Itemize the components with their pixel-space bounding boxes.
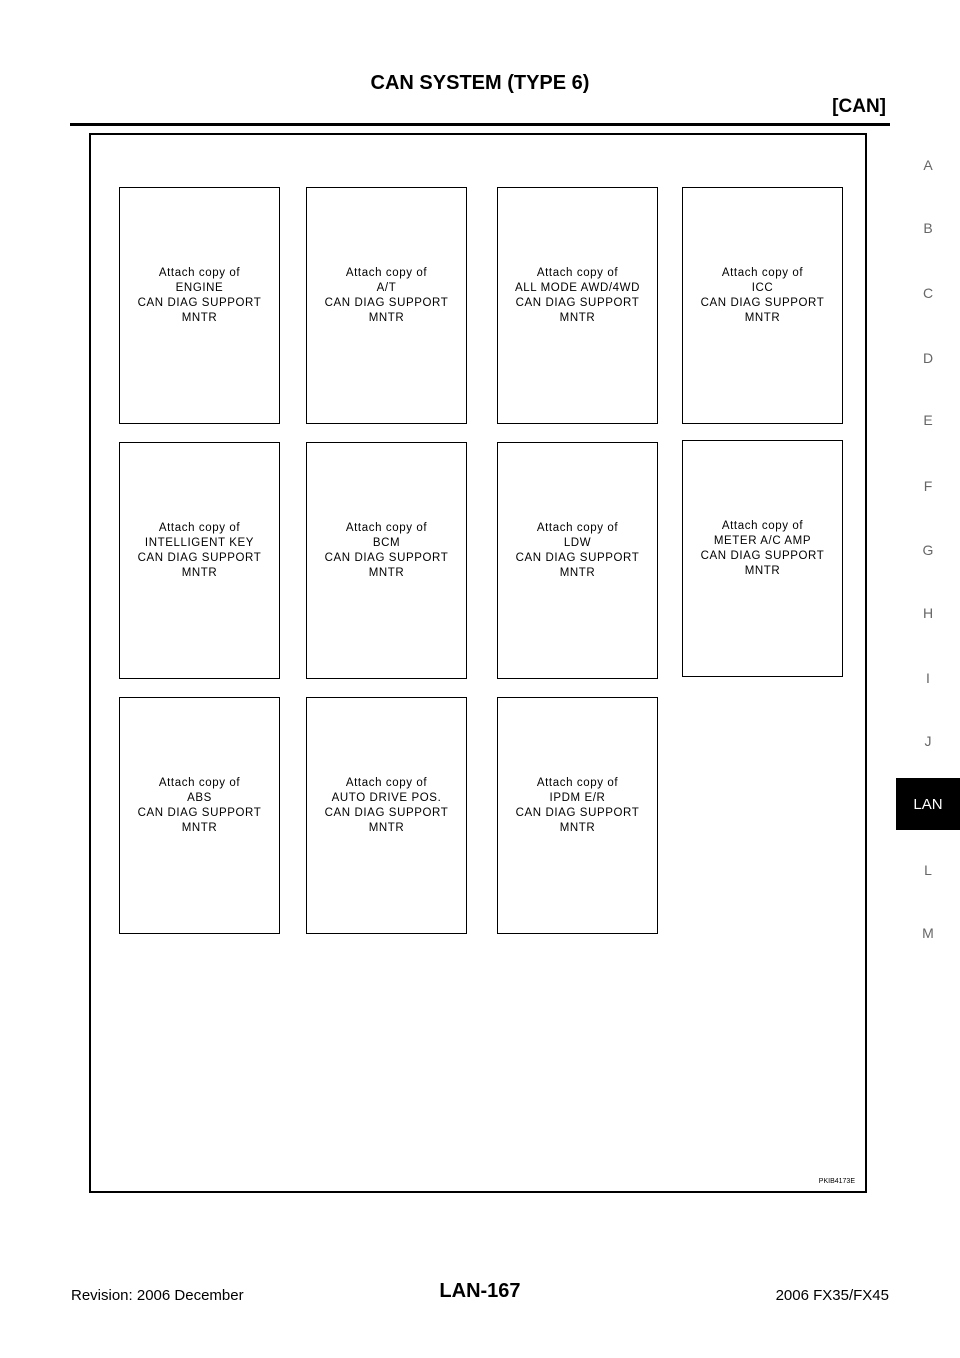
card-text-line3: CAN DIAG SUPPORT	[324, 806, 449, 819]
card-text-line4: MNTR	[368, 566, 405, 579]
card-text-line3: CAN DIAG SUPPORT	[515, 551, 640, 564]
card-text-line4: MNTR	[559, 566, 596, 579]
card-text-line1: Attach copy of	[536, 776, 619, 789]
side-index-letter: M	[922, 925, 934, 941]
card-text-line2: AUTO DRIVE POS.	[331, 791, 442, 804]
card-text-line2: METER A/C AMP	[713, 534, 812, 547]
card-text-line1: Attach copy of	[721, 519, 804, 532]
attach-copy-card	[306, 697, 467, 934]
side-index-letter: J	[924, 733, 932, 749]
card-text-line2: ALL MODE AWD/4WD	[514, 281, 641, 294]
card-text-line3: CAN DIAG SUPPORT	[515, 806, 640, 819]
side-index	[896, 140, 960, 940]
card-text-line2: ABS	[187, 791, 212, 804]
attach-copy-card	[119, 697, 280, 934]
model-text: 2006 FX35/FX45	[775, 1287, 889, 1304]
card-text-line4: MNTR	[181, 311, 218, 324]
side-index-letter: D	[922, 350, 934, 366]
card-text-line1: Attach copy of	[158, 266, 241, 279]
card-text-line4: MNTR	[744, 564, 781, 577]
card-text-line1: Attach copy of	[536, 266, 619, 279]
page-number: LAN-167	[439, 1280, 521, 1302]
card-text-line4: MNTR	[559, 311, 596, 324]
side-index-letter: I	[926, 670, 930, 686]
card-text-line3: CAN DIAG SUPPORT	[137, 806, 262, 819]
header-rule	[70, 123, 890, 126]
card-text-line3: CAN DIAG SUPPORT	[700, 296, 825, 309]
side-index-letter: A	[923, 157, 933, 173]
figure-frame	[89, 133, 867, 1193]
page-title: CAN SYSTEM (TYPE 6)	[370, 72, 590, 94]
card-text-line2: ENGINE	[175, 281, 224, 294]
card-text-line1: Attach copy of	[536, 521, 619, 534]
card-text-line3: CAN DIAG SUPPORT	[515, 296, 640, 309]
card-text-line1: Attach copy of	[345, 266, 428, 279]
card-text-line4: MNTR	[368, 311, 405, 324]
attach-copy-card	[306, 187, 467, 424]
card-text-line4: MNTR	[181, 821, 218, 834]
card-text-line2: LDW	[563, 536, 592, 549]
card-text-line4: MNTR	[559, 821, 596, 834]
side-index-tab-active: LAN	[896, 778, 960, 830]
figure-id: PKIB4173E	[818, 1178, 855, 1185]
side-index-letter: H	[922, 605, 934, 621]
side-index-letter: B	[923, 220, 933, 236]
side-index-letter: E	[923, 412, 933, 428]
card-text-line1: Attach copy of	[721, 266, 804, 279]
card-text-line2: INTELLIGENT KEY	[144, 536, 255, 549]
side-index-letter: L	[924, 862, 932, 878]
card-text-line1: Attach copy of	[345, 521, 428, 534]
card-text-line2: A/T	[376, 281, 397, 294]
card-text-line3: CAN DIAG SUPPORT	[700, 549, 825, 562]
card-text-line3: CAN DIAG SUPPORT	[137, 296, 262, 309]
attach-copy-card	[306, 442, 467, 679]
card-text-line3: CAN DIAG SUPPORT	[137, 551, 262, 564]
section-tag: [CAN]	[832, 96, 886, 117]
revision-text: Revision: 2006 December	[71, 1287, 244, 1304]
card-text-line1: Attach copy of	[158, 776, 241, 789]
side-index-letter: C	[922, 285, 934, 301]
card-text-line3: CAN DIAG SUPPORT	[324, 296, 449, 309]
attach-copy-card	[682, 187, 843, 424]
card-text-line1: Attach copy of	[158, 521, 241, 534]
card-text-line2: BCM	[372, 536, 401, 549]
attach-copy-card	[119, 442, 280, 679]
card-text-line3: CAN DIAG SUPPORT	[324, 551, 449, 564]
attach-copy-card	[497, 187, 658, 424]
card-text-line4: MNTR	[181, 566, 218, 579]
attach-copy-card	[497, 442, 658, 679]
attach-copy-card	[119, 187, 280, 424]
card-text-line2: IPDM E/R	[549, 791, 606, 804]
attach-copy-card	[497, 697, 658, 934]
card-text-line4: MNTR	[368, 821, 405, 834]
card-text-line1: Attach copy of	[345, 776, 428, 789]
card-text-line2: ICC	[751, 281, 774, 294]
attach-copy-card	[682, 440, 843, 677]
card-text-line4: MNTR	[744, 311, 781, 324]
side-index-letter: F	[923, 478, 933, 494]
side-index-letter: G	[922, 542, 934, 558]
